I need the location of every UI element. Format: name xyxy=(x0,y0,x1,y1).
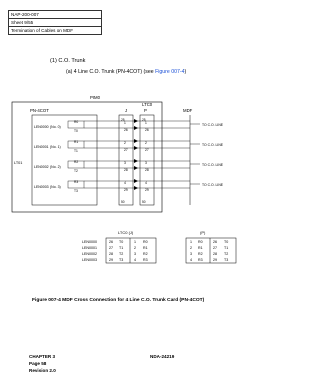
cell: R2 xyxy=(198,252,203,256)
cell: R1 xyxy=(143,246,148,250)
circuit-channel: (No. 0) xyxy=(50,125,61,129)
sheet-number: Sheet 9/55 xyxy=(9,18,101,26)
cell: 3 xyxy=(134,252,136,256)
doc-number: NAP-200-007 xyxy=(11,12,39,17)
cell: R0 xyxy=(143,240,148,244)
circuit-name: LEN0002 xyxy=(34,165,49,169)
cell: 2 xyxy=(190,246,192,250)
cell: 27 xyxy=(109,246,113,250)
len-label: LEN0000 xyxy=(82,240,97,244)
circuit-name: LEN0003 xyxy=(34,185,49,189)
pin-t: 27 xyxy=(124,148,128,152)
pim-box xyxy=(12,102,162,212)
cell: T2 xyxy=(119,252,124,256)
cell: 1 xyxy=(134,240,136,244)
circuit-2 xyxy=(34,159,224,173)
cell: T2 xyxy=(224,252,229,256)
pin-r-p: 1 xyxy=(145,121,147,125)
len-label: LEN0001 xyxy=(82,246,97,250)
t-label: T1 xyxy=(74,149,78,153)
len-labels xyxy=(82,240,97,262)
cell: T1 xyxy=(119,246,124,250)
p-label: P xyxy=(144,108,147,113)
pim-label: PIM0 xyxy=(90,95,101,100)
pin-bottom-p: 50 xyxy=(142,200,146,204)
cell: 26 xyxy=(109,240,113,244)
ltc-label: LTC0 xyxy=(142,102,153,107)
pin-t-p: 28 xyxy=(145,168,149,172)
p-pinout-table xyxy=(186,238,236,263)
cell: T0 xyxy=(119,240,124,244)
pin-t: 29 xyxy=(124,188,128,192)
pin-r-p: 2 xyxy=(145,141,147,145)
cell: 28 xyxy=(213,252,217,256)
j-pinout-table xyxy=(106,238,156,263)
circuit-channel: (No. 3) xyxy=(50,185,61,189)
cell: 4 xyxy=(190,258,192,262)
p-table-label: (P) xyxy=(200,230,206,235)
lt-label: LT01 xyxy=(14,161,23,165)
cell: 1 xyxy=(190,240,192,244)
co-line-label: TO C.O. LINE xyxy=(202,163,224,167)
co-line-label: TO C.O. LINE xyxy=(202,183,224,187)
footer-chapter: CHAPTER 3 xyxy=(29,354,56,359)
t-label: T2 xyxy=(74,169,78,173)
circuit-1 xyxy=(34,139,224,153)
section-heading: (1) C.O. Trunk xyxy=(50,58,86,64)
cell: 3 xyxy=(190,252,192,256)
cell: T1 xyxy=(224,246,229,250)
t-label: T0 xyxy=(74,129,78,133)
co-line-label: TO C.O. LINE xyxy=(202,123,224,127)
co-line-label: TO C.O. LINE xyxy=(202,143,224,147)
card-label: PN-4COT xyxy=(30,108,49,113)
mdf-label: MDF xyxy=(183,108,193,113)
cell: 27 xyxy=(213,246,217,250)
len-label: LEN0002 xyxy=(82,252,97,256)
cell: T3 xyxy=(119,258,124,262)
j-pinout-rows xyxy=(109,240,148,262)
cell: R1 xyxy=(198,246,203,250)
subsection-close: ) xyxy=(184,69,187,75)
t-label: T3 xyxy=(74,189,78,193)
pin-r: 1 xyxy=(124,121,126,125)
cell: 4 xyxy=(134,258,136,262)
pin-t-p: 27 xyxy=(145,148,149,152)
pin-r-p: 4 xyxy=(145,181,147,185)
header-title: Termination of Cables on MDF xyxy=(9,26,101,34)
cell: T0 xyxy=(224,240,229,244)
mdf-cross-connection-diagram xyxy=(0,80,300,290)
circuit-channel: (No. 2) xyxy=(50,165,61,169)
cell: 2 xyxy=(134,246,136,250)
ltc-j-label: LTC0 (J) xyxy=(118,230,134,235)
cell: 28 xyxy=(109,252,113,256)
cell: 29 xyxy=(213,258,217,262)
cell: 26 xyxy=(213,240,217,244)
len-label: LEN0003 xyxy=(82,258,97,262)
pin-t: 28 xyxy=(124,168,128,172)
p-pinout-rows xyxy=(190,240,228,262)
pin-top-p: 25 xyxy=(142,118,146,122)
pin-r: 3 xyxy=(124,161,126,165)
r-label: R3 xyxy=(74,180,79,184)
cell: T3 xyxy=(224,258,229,262)
pin-r: 4 xyxy=(124,181,126,185)
figure-link[interactable]: Figure 007-4 xyxy=(155,69,185,75)
circuit-0 xyxy=(34,119,224,133)
pin-bottom-j: 50 xyxy=(121,200,125,204)
cell: R3 xyxy=(198,258,203,262)
header-box xyxy=(8,10,102,35)
subsection-text: (a) 4 Line C.O. Trunk (PN-4COT) (see xyxy=(66,69,156,75)
cell: 29 xyxy=(109,258,113,262)
pin-top-j: 25 xyxy=(121,118,125,122)
footer-revision: Revision 2.0 xyxy=(29,368,56,373)
r-label: R1 xyxy=(74,140,79,144)
circuit-channel: (No. 1) xyxy=(50,145,61,149)
pin-t-p: 29 xyxy=(145,188,149,192)
pin-r-p: 3 xyxy=(145,161,147,165)
subsection-heading xyxy=(66,69,186,75)
circuit-3 xyxy=(34,179,224,193)
cell: R3 xyxy=(143,258,148,262)
cell: R0 xyxy=(198,240,203,244)
circuit-name: LEN0000 xyxy=(34,125,49,129)
circuit-name: LEN0001 xyxy=(34,145,49,149)
cell: R2 xyxy=(143,252,148,256)
footer-page: Page 58 xyxy=(29,361,47,366)
figure-caption: Figure 007-4 MDF Cross Connection for 4 Line C.O. Trunk Card (PN-4COT) xyxy=(32,298,205,303)
r-label: R0 xyxy=(74,120,79,124)
j-label: J xyxy=(125,108,128,113)
pin-t: 26 xyxy=(124,128,128,132)
footer-doc-id: NDA-24219 xyxy=(150,354,175,359)
pin-t-p: 26 xyxy=(145,128,149,132)
r-label: R2 xyxy=(74,160,79,164)
pin-r: 2 xyxy=(124,141,126,145)
